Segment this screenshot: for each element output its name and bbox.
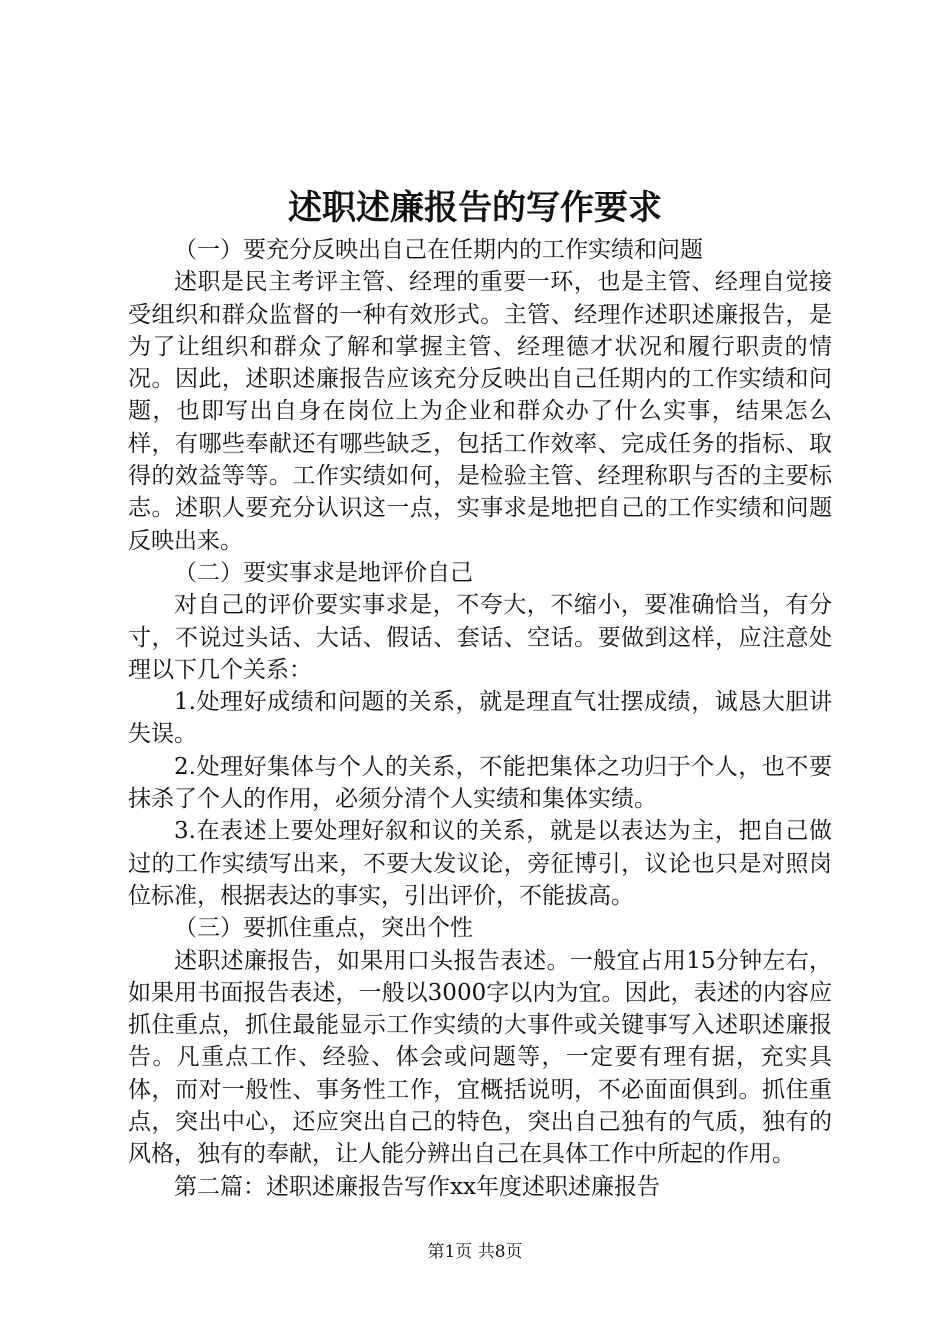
page-number-footer: 第1页 共8页	[427, 1242, 523, 1262]
section-heading-1: （一）要充分反映出自己在任期内的工作实绩和问题	[174, 237, 703, 263]
paragraph: 对自己的评价要实事求是，不夸大，不缩小，要准确恰当，有分寸，不说过头话、大话、假话、套话、空话。要做到这样，应注意处理以下几个关系：	[128, 592, 832, 683]
section-heading-2: （二）要实事求是地评价自己	[174, 559, 473, 586]
closing-line: 第二篇：述职述廉报告写作xx年度述职述廉报告	[174, 1173, 660, 1200]
paragraph: 述职述廉报告，如果用口头报告表述。一般宜占用15分钟左右，如果用书面报告表述，一般以3000字以内为宜。因此，表述的内容应抓住重点，抓住最能显示工作实绩的大事件或关键事写入述职述廉报告。凡重点工作、经验、体会或问题等，一定要有理有据，充实具体，而对一般性、事务性工作，宜概括说明，不必面面俱到。抓住重点，突出中心，还应突出自己的特色，突出自己独有的气质，独有的风格，独有的奉献，让人能分辨出自己在具体工作中所起的作用。	[128, 947, 832, 1168]
list-item-2: 2.处理好集体与个人的关系，不能把集体之功归于个人，也不要抹杀了个人的作用，必须分清个人实绩和集体实绩。	[128, 753, 832, 813]
section-heading-3: （三）要抓住重点，突出个性	[174, 915, 473, 942]
page-title: 述职述廉报告的写作要求	[288, 188, 662, 228]
list-item-1: 1.处理好成绩和问题的关系，就是理直气壮摆成绩，诚恳大胆讲失误。	[128, 689, 832, 748]
paragraph: 述职是民主考评主管、经理的重要一环，也是主管、经理自觉接受组织和群众监督的一种有效形式。主管、经理作述职述廉报告，是为了让组织和群众了解和掌握主管、经理德才状况和履行职责的情况。因此，述职述廉报告应该充分反映出自己任期内的工作实绩和问题，也即写出自身在岗位上为企业和群众办了什么实事，结果怎么样，有哪些奉献还有哪些缺乏，包括工作效率、完成任务的指标、取得的效益等等。工作实绩如何，是检验主管、经理称职与否的主要标志。述职人要充分认识这一点，实事求是地把自己的工作实绩和问题反映出来。	[128, 269, 832, 554]
document-body	[128, 234, 832, 1203]
list-item-3: 3.在表述上要处理好叙和议的关系，就是以表达为主，把自己做过的工作实绩写出来，不要大发议论，旁征博引，议论也只是对照岗位标准，根据表达的事实，引出评价，不能拔高。	[128, 818, 832, 909]
